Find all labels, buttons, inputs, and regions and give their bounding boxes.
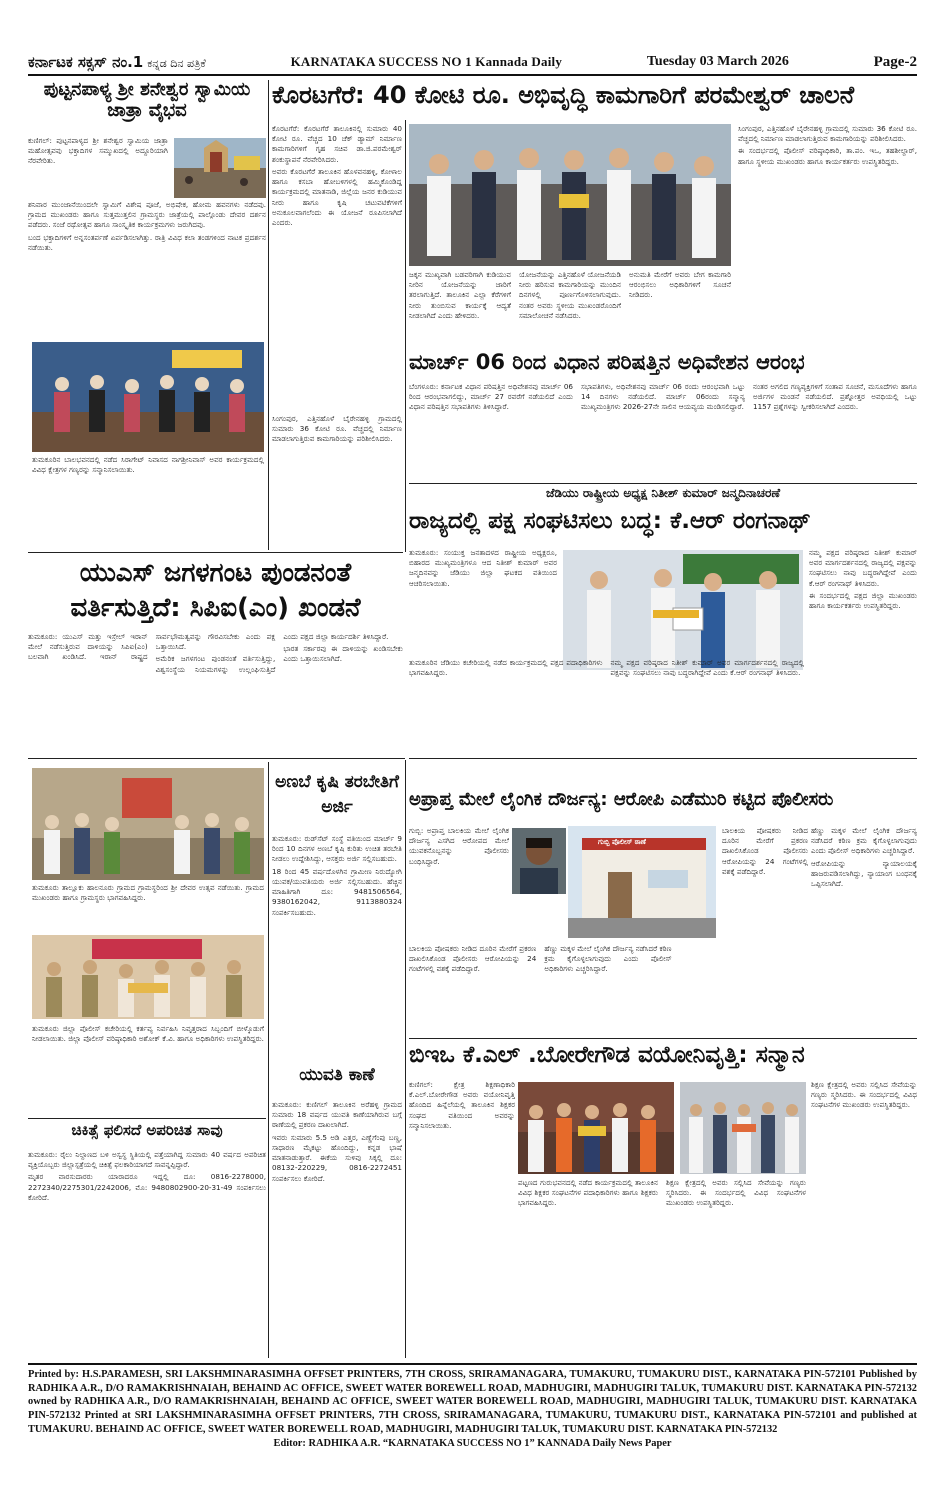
- paragraph: ನಂತರ ಅಗಲಿದ ಗಣ್ಯವ್ಯಕ್ತಿಗಳಿಗೆ ಸಂತಾಪ ಸೂಚನೆ, ಮಸೂದೆಗಳು ಹಾಗೂ ಅರ್ಜಿಗಳ ಮಂಡನೆ ನಡೆಯಲಿದೆ. ಪ್ರಶ್ನೋತ್ತರ ಅವಧಿಯಲ್ಲಿ ಒಟ್ಟು 1157 ಪ್ರಶ್ನೆಗಳನ್ನು ಸ್ವೀಕರಿಸಲಾಗಿದೆ ಎಂದರು.: [753, 382, 917, 412]
- paragraph: ನಮ್ಮ ಪಕ್ಷದ ವರಿಷ್ಠರಾದ ನಿತೀಶ್ ಕುಮಾರ್ ಅವರ ಮಾರ್ಗದರ್ಶನದಲ್ಲಿ ರಾಜ್ಯದಲ್ಲಿ ಪಕ್ಷವನ್ನು ಸಂಘಟಿಸಲು ನಾವು ಬದ್ಧರಾಗಿದ್ದೇವೆ ಎಂದು ಕೆ.ಆರ್ ರಂಗನಾಥ್ ತಿಳಿಸಿದರು.: [610, 658, 804, 678]
- paragraph: ತುಮಕೂರು: ಕುಣಿಗಲ್ ತಾಲೂಕಿನ ಅರೆಹಳ್ಳಿ ಗ್ರಾಮದ ಸುಮಾರು 18 ವರ್ಷದ ಯುವತಿ ಕಾಣೆಯಾಗಿರುವ ಬಗ್ಗೆ ಠಾಣೆಯಲ್ಲಿ ಪ್ರಕರಣ ದಾಖಲಾಗಿದೆ.: [272, 1100, 402, 1130]
- column-rule: [268, 762, 269, 1358]
- imprint-footer: [28, 1363, 917, 1450]
- caption-villagers: ತುಮಕೂರು ತಾಲ್ಲೂಕು ಹಾಲನೂರು ಗ್ರಾಮದ ಗ್ರಾಮಸ್ಥರಿಂದ ಶ್ರೀ ದೇವರ ಉತ್ಸವ ನಡೆಯಿತು. ಗ್ರಾಮದ ಮುಖಂಡರು ಹಾಗೂ ಗ್ರಾಮಸ್ಥರು ಭಾಗವಹಿಸಿದ್ದರು.: [32, 883, 264, 903]
- paragraph: ತುಮಕೂರು: ಸಂಯುಕ್ತ ಜನತಾದಳದ ರಾಷ್ಟ್ರೀಯ ಅಧ್ಯಕ್ಷರೂ, ಬಿಹಾರದ ಮುಖ್ಯಮಂತ್ರಿಗಳೂ ಆದ ನಿತೀಶ್ ಕುಮಾರ್ ಅವರ ಜನ್ಮದಿನವನ್ನು ಜೆಡಿಯು ಜಿಲ್ಲಾ ಘಟಕದ ವತಿಯಿಂದ ಆಚರಿಸಲಾಯಿತು.: [409, 548, 557, 588]
- article-koratagere-col1: [272, 124, 402, 414]
- police-station-sign: ಗುಬ್ಬಿ ಪೊಲೀಸ್ ಠಾಣೆ: [598, 838, 646, 846]
- article-boregowda-col1: [409, 1080, 515, 1350]
- imprint-editor: Editor: RADHIKA A.R. “KARNATAKA SUCCESS NO 1” KANNADA Daily News Paper: [273, 1437, 672, 1449]
- article-chikitse-body: [28, 1150, 266, 1352]
- column-rule: [405, 120, 406, 552]
- paragraph: ಶಿಕ್ಷಣ ಕ್ಷೇತ್ರದಲ್ಲಿ ಅವರು ಸಲ್ಲಿಸಿದ ಸೇವೆಯನ್ನು ಗಣ್ಯರು ಸ್ಮರಿಸಿದರು. ಈ ಸಂದರ್ಭದಲ್ಲಿ ವಿವಿಧ ಸಂಘಟನೆಗಳ ಮುಖಂಡರು ಉಪಸ್ಥಿತರಿದ್ದರು.: [811, 1080, 917, 1110]
- photo-temple-festival: [174, 138, 266, 198]
- article-boregowda-col4: [811, 1080, 917, 1352]
- article-boregowda-body: [518, 1178, 806, 1352]
- article-rangnath-intro: [409, 548, 557, 656]
- article-rangnath-body: [409, 658, 804, 754]
- photo-program-felicitation: [32, 342, 264, 452]
- paragraph: ಶನಿವಾರ ಮುಂಜಾನೆಯಿಂದಲೇ ಸ್ವಾಮಿಗೆ ವಿಶೇಷ ಪೂಜೆ, ಅಭಿಷೇಕ, ಹೋಮ ಹವನಗಳು ನಡೆದವು. ಗ್ರಾಮದ ಮುಖಂಡರು ಹಾಗೂ ಸುತ್ತಮುತ್ತಲಿನ ಗ್ರಾಮಸ್ಥರು ಜಾತ್ರೆಯಲ್ಲಿ ಪಾಲ್ಗೊಂಡು ದೇವರ ದರ್ಶನ ಪಡೆದರು. ಸಂಜೆ ರಥೋತ್ಸವ ಹಾಗೂ ಸಾಂಸ್ಕೃತಿಕ ಕಾರ್ಯಕ್ರಮಗಳು ಜರುಗಿದವು.: [28, 200, 266, 230]
- headline-adhiveshana: ಮಾರ್ಚ್ 06 ರಿಂದ ವಿಧಾನ ಪರಿಷತ್ತಿನ ಅಧಿವೇಶನ ಆರಂಭ: [409, 350, 805, 374]
- headline-koratagere: ಕೊರಟಗೆರೆ: 40 ಕೋಟಿ ರೂ. ಅಭಿವೃದ್ಧಿ ಕಾಮಗಾರಿಗೆ ಪರಮೇಶ್ವರ್ ಚಾಲನೆ: [272, 82, 855, 109]
- paragraph: ಅನುಮತಿ ಮೇರೆಗೆ ಅವರು ಬೇಗ ಕಾಮಗಾರಿ ಆರಂಭಿಸಲು ಅಧಿಕಾರಿಗಳಿಗೆ ಸೂಚನೆ ನೀಡಿದರು.: [629, 270, 731, 300]
- paragraph: ಸಿಂಗಂಪುರ, ಎತ್ತಿನಹೊಳೆ ಬೈರೇನಹಳ್ಳಿ ಗ್ರಾಮದಲ್ಲಿ ಸುಮಾರು 36 ಕೋಟಿ ರೂ. ವೆಚ್ಚದಲ್ಲಿ ನಿರ್ಮಾಣ ಮಾಡಲಾಗುತ್ತಿರುವ ಕಾಮಗಾರಿಯನ್ನು ಪರಿಶೀಲಿಸಿದರು.: [738, 124, 917, 144]
- paragraph: ಈ ಸಂದರ್ಭದಲ್ಲಿ ಪಕ್ಷದ ಜಿಲ್ಲಾ ಮುಖಂಡರು ಹಾಗೂ ಕಾರ್ಯಕರ್ತರು ಉಪಸ್ಥಿತರಿದ್ದರು.: [809, 590, 917, 611]
- headline-anabe: ಅಣಬೆ ಕೃಷಿ ತರಬೇತಿಗೆ ಅರ್ಜಿ: [275, 772, 399, 817]
- paragraph: ಇವರು ಸುಮಾರು 5.5 ಅಡಿ ಎತ್ತರ, ಎಣ್ಣೆಗೆಂಪು ಬಣ್ಣ, ಸಾಧಾರಣ ಮೈಕಟ್ಟು ಹೊಂದಿದ್ದು, ಕನ್ನಡ ಭಾಷೆ ಮಾತನಾಡುತ್ತಾರೆ. ಈಕೆಯ ಸುಳಿವು ಸಿಕ್ಕಲ್ಲಿ ದೂ: 08132-220229, 0816-2272451 ಸಂಪರ್ಕಿಸಲು ಕೋರಿದೆ.: [272, 1132, 402, 1183]
- paragraph: ಜಕ್ಕನ ಮುಖ್ಯವಾಗಿ ಬಡವರಿಗಾಗಿ ಕುಡಿಯುವ ನೀರಿನ ಯೋಜನೆಯನ್ನು ಜಾರಿಗೆ ತರಲಾಗುತ್ತಿದೆ. ತಾಲೂಕಿನ ಎಲ್ಲಾ ಕೆರೆಗಳಿಗೆ ನೀರು ತುಂಬಿಸುವ ಕಾರ್ಯಕ್ಕೆ ಆದ್ಯತೆ ನೀಡಲಾಗಿದೆ ಎಂದು ಹೇಳಿದರು.: [409, 270, 511, 320]
- kicker-rangnath: ಜೆಡಿಯು ರಾಷ್ಟ್ರೀಯ ಅಧ್ಯಕ್ಷ ನಿತೀಶ್ ಕುಮಾರ್ ಜನ್ಮದಿನಾಚರಣೆ: [545, 487, 781, 500]
- headline-boregowda: ಬಿಇಒ ಕೆ.ಎಲ್ .ಬೋರೇಗೌಡ ವಯೋನಿವೃತ್ತಿ: ಸನ್ಮಾನ: [409, 1042, 805, 1068]
- article-body: [28, 200, 266, 342]
- article-cpim-body: [28, 632, 403, 752]
- paragraph: ಹೆಣ್ಣು ಮಕ್ಕಳ ಮೇಲೆ ಲೈಂಗಿಕ ದೌರ್ಜನ್ಯ ನಡೆಸಿದರೆ ಕಠಿಣ ಕ್ರಮ ಕೈಗೊಳ್ಳಲಾಗುವುದು ಎಂದು ಪೊಲೀಸ್ ಅಧಿಕಾರಿಗಳು ಎಚ್ಚರಿಸಿದ್ದಾರೆ.: [811, 826, 917, 856]
- issue-date: Tuesday 03 March 2026: [646, 54, 789, 69]
- column-rule: [405, 760, 406, 1358]
- paragraph: ಅಮೆರಿಕ ಜಗಳಗಂಟ ಪುಂಡನಂತೆ ವರ್ತಿಸುತ್ತಿದ್ದು, ವಿಶ್ವಸಂಸ್ಥೆಯ ನಿಯಮಗಳನ್ನು ಉಲ್ಲಂಘಿಸುತ್ತಿದೆ ಎಂದು ಪಕ್ಷದ ಜಿಲ್ಲಾ ಕಾರ್ಯದರ್ಶಿ ತಿಳಿಸಿದ್ದಾರೆ.: [155, 632, 389, 674]
- divider: [28, 758, 405, 759]
- paragraph: ಬಾಲಕಿಯ ಪೋಷಕರು ನೀಡಿದ ದೂರಿನ ಮೇರೆಗೆ ಪ್ರಕರಣ ದಾಖಲಿಸಿಕೊಂಡ ಪೊಲೀಸರು ಆರೋಪಿಯನ್ನು 24 ಗಂಟೆಗಳಲ್ಲಿ ವಶಕ್ಕೆ ಪಡೆದಿದ್ದಾರೆ.: [409, 944, 537, 974]
- headline-dourjanya: ಅಪ್ರಾಪ್ತ ಮೇಲೆ ಲೈಂಗಿಕ ದೌರ್ಜನ್ಯ: ಆರೋಪಿ ಎಡೆಮುರಿ ಕಟ್ಟಿದ ಪೊಲೀಸರು: [409, 790, 834, 810]
- paragraph: ಯೋಜನೆಯನ್ನು ಎತ್ತಿನಹೊಳೆ ಯೋಜನೆಯಡಿ ನೀರು ಹರಿಸುವ ಕಾಮಗಾರಿಯನ್ನು ಮುಂದಿನ ದಿನಗಳಲ್ಲಿ ಪೂರ್ಣಗೊಳಿಸಲಾಗುವುದು. ನಂತರ ಅವರು ಸ್ಥಳೀಯ ಮುಖಂಡರೊಂದಿಗೆ ಸಮಾಲೋಚನೆ ನಡೆಸಿದರು.: [519, 270, 621, 320]
- paragraph: ಬಾಲಕಿಯ ಪೋಷಕರು ನೀಡಿದ ದೂರಿನ ಮೇರೆಗೆ ಪ್ರಕರಣ ದಾಖಲಿಸಿಕೊಂಡ ಪೊಲೀಸರು ಆರೋಪಿಯನ್ನು 24 ಗಂಟೆಗಳಲ್ಲಿ ವಶಕ್ಕೆ ಪಡೆದಿದ್ದಾರೆ.: [722, 826, 808, 876]
- paragraph: ತುಮಕೂರಿನ ಜೆಡಿಯು ಕಚೇರಿಯಲ್ಲಿ ನಡೆದ ಕಾರ್ಯಕ್ರಮದಲ್ಲಿ ಪಕ್ಷದ ಪದಾಧಿಕಾರಿಗಳು ಭಾಗವಹಿಸಿದ್ದರು.: [409, 658, 603, 678]
- headline-yuvati: ಯುವತಿ ಕಾಣೆ: [299, 1066, 375, 1085]
- page-number: Page-2: [873, 53, 917, 70]
- paragraph: ಬೆಂಗಳೂರು: ಕರ್ನಾಟಕ ವಿಧಾನ ಪರಿಷತ್ತಿನ ಅಧಿವೇಶನವು ಮಾರ್ಚ್ 06 ರಿಂದ ಆರಂಭವಾಗಲಿದ್ದು, ಮಾರ್ಚ್ 27 ರವರೆಗೆ ನಡೆಯಲಿದೆ ಎಂದು ವಿಧಾನ ಪರಿಷತ್ತಿನ ಸಭಾಪತಿಗಳು ತಿಳಿಸಿದ್ದಾರೆ.: [409, 382, 573, 412]
- photo-retirement-group: [680, 1082, 806, 1174]
- paragraph: ಕುಣಿಗಲ್: ಪುಟ್ಟನಪಾಳ್ಯದ ಶ್ರೀ ಶನೇಶ್ವರ ಸ್ವಾಮಿಯ ಜಾತ್ರಾ ಮಹೋತ್ಸವವು ಭಕ್ತಾದಿಗಳ ಸಮ್ಮುಖದಲ್ಲಿ ಅದ್ದೂರಿಯಾಗಿ ನೆರವೇರಿತು.: [28, 136, 168, 166]
- caption-program: ತುಮಕೂರಿನ ಬಾಲಭವನದಲ್ಲಿ ನಡೆದ ಸಿರಾಗೇಟ್ ನಿವಾಸದ ನಾಗಶ್ರೀನಿವಾಸ್ ಅವರ ಕಾರ್ಯಕ್ರಮದಲ್ಲಿ ವಿವಿಧ ಕ್ಷೇತ್ರಗಳ ಗಣ್ಯರನ್ನು ಸನ್ಮಾನಿಸಲಾಯಿತು.: [32, 455, 264, 475]
- headline: ಪುಟ್ಟನಪಾಳ್ಯ ಶ್ರೀ ಶನೇಶ್ವರ ಸ್ವಾಮಿಯ ಜಾತ್ರಾ ವೈಭವ: [43, 80, 251, 121]
- headline-rangnath: ರಾಜ್ಯದಲ್ಲಿ ಪಕ್ಷ ಸಂಘಟಿಸಲು ಬದ್ಧ: ಕೆ.ಆರ್ ರಂಗನಾಥ್: [409, 508, 811, 534]
- paper-logo: [28, 53, 206, 71]
- divider: [28, 552, 403, 553]
- article-dourjanya-col3: [722, 826, 808, 941]
- imprint-printer: Printed by: H.S.PARAMESH, SRI LAKSHMINARASIMHA OFFSET PRINTERS, 7TH CROSS, SRIRAMANAGARA, TUMAKURU, TUMAKURU DIST., KARNATAKA PIN-572101: [28, 1369, 856, 1380]
- article-dourjanya-col4: [811, 826, 917, 1006]
- article-anabe-body: [272, 834, 402, 994]
- article-koratagere-lower: [409, 270, 731, 346]
- paragraph: 18 ರಿಂದ 45 ವರ್ಷದೊಳಗಿನ ಗ್ರಾಮೀಣ ನಿರುದ್ಯೋಗಿ ಯುವಕ/ಯುವತಿಯರು ಅರ್ಜಿ ಸಲ್ಲಿಸಬಹುದು. ಹೆಚ್ಚಿನ ಮಾಹಿತಿಗಾಗಿ ದೂ: 9481506564, 9380162042, 9113880324 ಸಂಪರ್ಕಿಸಬಹುದು.: [272, 866, 402, 917]
- paragraph: ತುಮಕೂರು: ರೈಲು ನಿಲ್ದಾಣದ ಬಳಿ ಅಸ್ವಸ್ಥ ಸ್ಥಿತಿಯಲ್ಲಿ ಪತ್ತೆಯಾಗಿದ್ದ ಸುಮಾರು 40 ವರ್ಷದ ಅಪರಿಚಿತ ವ್ಯಕ್ತಿಯೊಬ್ಬರು ಜಿಲ್ಲಾಸ್ಪತ್ರೆಯಲ್ಲಿ ಚಿಕಿತ್ಸೆ ಫಲಕಾರಿಯಾಗದೆ ಸಾವನ್ನಪ್ಪಿದ್ದಾರೆ.: [28, 1150, 266, 1170]
- logo-subtitle: ಕನ್ನಡ ದಿನ ಪತ್ರಿಕೆ: [147, 57, 206, 70]
- paragraph: ಸಭಾಪತಿಗಳು, ಅಧಿವೇಶನವು ಮಾರ್ಚ್ 06 ರಂದು ಆರಂಭವಾಗಿ ಒಟ್ಟು 14 ದಿನಗಳು ನಡೆಯಲಿದೆ. ಮಾರ್ಚ್ 06ರಂದು ಸನ್ಮಾನ್ಯ ಮುಖ್ಯಮಂತ್ರಿಗಳು 2026-27ನೇ ಸಾಲಿನ ಆಯವ್ಯಯ ಮಂಡಿಸಲಿದ್ದಾರೆ.: [581, 382, 745, 412]
- paragraph: ಕೊರಟಗೆರೆ: ಕೊರಟಗೆರೆ ತಾಲೂಕಿನಲ್ಲಿ ಸುಮಾರು 40 ಕೋಟಿ ರೂ. ವೆಚ್ಚದ 10 ಚೆಕ್ ಡ್ಯಾಮ್ ನಿರ್ಮಾಣ ಕಾಮಗಾರಿಗಳಿಗೆ ಗೃಹ ಸಚಿವ ಡಾ.ಜಿ.ಪರಮೇಶ್ವರ್ ಶಂಕುಸ್ಥಾಪನೆ ನೆರವೇರಿಸಿದರು.: [272, 124, 402, 164]
- article-dourjanya-body: [409, 944, 807, 1014]
- paragraph: ಬಂದ ಭಕ್ತಾದಿಗಳಿಗೆ ಅನ್ನಸಂತರ್ಪಣೆ ಏರ್ಪಡಿಸಲಾಗಿತ್ತು. ರಾತ್ರಿ ವಿವಿಧ ಕಲಾ ತಂಡಗಳಿಂದ ನಾಟಕ ಪ್ರದರ್ಶನ ನಡೆಯಿತು.: [28, 232, 266, 252]
- article-shaneshwara: [28, 80, 266, 342]
- photo-inauguration: [409, 124, 731, 266]
- paragraph: ತುಮಕೂರು: ಯುಎಸ್ ಮತ್ತು ಇಸ್ರೇಲ್ ಇರಾನ್ ಮೇಲೆ ನಡೆಸುತ್ತಿರುವ ದಾಳಿಯನ್ನು ಸಿಪಿಐ(ಎಂ) ಬಲವಾಗಿ ಖಂಡಿಸಿದೆ. ಇರಾನ್ ರಾಷ್ಟ್ರದ ಸಾರ್ವಭೌಮತ್ವವನ್ನು ಗೌರವಿಸಬೇಕು ಎಂದು ಪಕ್ಷ ಒತ್ತಾಯಿಸಿದೆ.: [28, 632, 276, 662]
- paragraph: ಗುಬ್ಬಿ: ಅಪ್ರಾಪ್ತ ಬಾಲಕಿಯ ಮೇಲೆ ಲೈಂಗಿಕ ದೌರ್ಜನ್ಯ ಎಸಗಿದ ಆರೋಪದ ಮೇಲೆ ಯುವಕನೊಬ್ಬನನ್ನು ಪೊಲೀಸರು ಬಂಧಿಸಿದ್ದಾರೆ.: [409, 826, 509, 866]
- paragraph: ಶಿಕ್ಷಣ ಕ್ಷೇತ್ರದಲ್ಲಿ ಅವರು ಸಲ್ಲಿಸಿದ ಸೇವೆಯನ್ನು ಗಣ್ಯರು ಸ್ಮರಿಸಿದರು. ಈ ಸಂದರ್ಭದಲ್ಲಿ ವಿವಿಧ ಸಂಘಟನೆಗಳ ಮುಖಂಡರು ಉಪಸ್ಥಿತರಿದ್ದರು.: [666, 1178, 806, 1208]
- paper-title: KARNATAKA SUCCESS NO 1 Kannada Daily: [290, 54, 563, 69]
- article-adhiveshana-body: [409, 382, 917, 478]
- divider: [28, 1118, 266, 1119]
- photo-retirement-felicitation: [518, 1082, 674, 1174]
- paragraph: ಪಟ್ಟಣದ ಗುರುಭವನದಲ್ಲಿ ನಡೆದ ಕಾರ್ಯಕ್ರಮದಲ್ಲಿ ತಾಲೂಕಿನ ವಿವಿಧ ಶಿಕ್ಷಕರ ಸಂಘಟನೆಗಳ ಪದಾಧಿಕಾರಿಗಳು ಹಾಗೂ ಶಿಕ್ಷಕರು ಭಾಗವಹಿಸಿದ್ದರು.: [518, 1178, 658, 1208]
- paragraph: ಹೆಣ್ಣು ಮಕ್ಕಳ ಮೇಲೆ ಲೈಂಗಿಕ ದೌರ್ಜನ್ಯ ನಡೆಸಿದರೆ ಕಠಿಣ ಕ್ರಮ ಕೈಗೊಳ್ಳಲಾಗುವುದು ಎಂದು ಪೊಲೀಸ್ ಅಧಿಕಾರಿಗಳು ಎಚ್ಚರಿಸಿದ್ದಾರೆ.: [544, 944, 672, 974]
- headline-chikitse: ಚಿಕಿತ್ಸೆ ಫಲಿಸದೆ ಅಪರಿಚಿತ ಸಾವು: [71, 1122, 223, 1139]
- paragraph: ತುಮಕೂರು: ರುಡ್‌ಸೆಟ್ ಸಂಸ್ಥೆ ವತಿಯಿಂದ ಮಾರ್ಚ್ 9 ರಿಂದ 10 ದಿನಗಳ ಅಣಬೆ ಕೃಷಿ ಕುರಿತು ಉಚಿತ ತರಬೇತಿ ನೀಡಲು ಉದ್ದೇಶಿಸಿದ್ದು, ಆಸಕ್ತರು ಅರ್ಜಿ ಸಲ್ಲಿಸಬಹುದು.: [272, 834, 402, 864]
- paragraph: ಮೃತರ ವಾರಸುದಾರರು ಯಾರಾದರೂ ಇದ್ದಲ್ಲಿ ದೂ: 0816-2278000, 2272340/2275301/2242006, ಮೊ: 9480802900-20-31-49 ಸಂಪರ್ಕಿಸಲು ಕೋರಿದೆ.: [28, 1172, 266, 1202]
- divider: [409, 758, 917, 759]
- photo-police-station: [568, 826, 716, 938]
- photo-accused: [512, 828, 566, 894]
- article-body-intro: [28, 136, 168, 188]
- photo-villagers: [32, 768, 264, 880]
- caption-police-farewell: ತುಮಕೂರು ಜಿಲ್ಲಾ ಪೊಲೀಸ್ ಕಚೇರಿಯಲ್ಲಿ ಕರ್ತವ್ಯ ನಿರ್ವಹಿಸಿ ನಿವೃತ್ತರಾದ ಸಿಬ್ಬಂದಿಗೆ ಬೀಳ್ಕೊಡುಗೆ ನೀಡಲಾಯಿತು. ಜಿಲ್ಲಾ ಪೊಲೀಸ್ ವರಿಷ್ಠಾಧಿಕಾರಿ ಅಶೋಕ್ ಕೆ.ವಿ. ಹಾಗೂ ಅಧಿಕಾರಿಗಳು ಉಪಸ್ಥಿತರಿದ್ದರು.: [32, 1024, 264, 1044]
- paragraph: ನಮ್ಮ ಪಕ್ಷದ ವರಿಷ್ಠರಾದ ನಿತೀಶ್ ಕುಮಾರ್ ಅವರ ಮಾರ್ಗದರ್ಶನದಲ್ಲಿ ರಾಜ್ಯದಲ್ಲಿ ಪಕ್ಷವನ್ನು ಸಂಘಟಿಸಲು ನಾವು ಬದ್ಧರಾಗಿದ್ದೇವೆ ಎಂದು ಕೆ.ಆರ್ ರಂಗನಾಥ್ ತಿಳಿಸಿದರು.: [809, 548, 917, 588]
- article-koratagere-right: [738, 124, 917, 346]
- paragraph: ಭಾರತ ಸರ್ಕಾರವು ಈ ದಾಳಿಯನ್ನು ಖಂಡಿಸಬೇಕು ಎಂದು ಒತ್ತಾಯಿಸಲಾಗಿದೆ.: [283, 644, 403, 664]
- paragraph: ಈ ಸಂದರ್ಭದಲ್ಲಿ ಪೊಲೀಸ್ ವರಿಷ್ಠಾಧಿಕಾರಿ, ತಾ.ಪಂ. ಇಒ, ತಹಶೀಲ್ದಾರ್, ಹಾಗೂ ಸ್ಥಳೀಯ ಮುಖಂಡರು ಹಾಗೂ ಕಾರ್ಯಕರ್ತರು ಉಪಸ್ಥಿತರಿದ್ದರು.: [738, 146, 917, 166]
- logo-text: ಕರ್ನಾಟಕ ಸಕ್ಸಸ್ ನಂ.1: [28, 53, 144, 71]
- paragraph: ಆರೋಪಿಯನ್ನು ನ್ಯಾಯಾಲಯಕ್ಕೆ ಹಾಜರುಪಡಿಸಲಾಗಿದ್ದು, ನ್ಯಾಯಾಂಗ ಬಂಧನಕ್ಕೆ ಒಪ್ಪಿಸಲಾಗಿದೆ.: [811, 858, 917, 889]
- paragraph: ಸಿಂಗಂಪುರ, ಎತ್ತಿನಹೊಳೆ ಬೈರೇನಹಳ್ಳಿ ಗ್ರಾಮದಲ್ಲಿ ಸುಮಾರು 36 ಕೋಟಿ ರೂ. ವೆಚ್ಚದಲ್ಲಿ ನಿರ್ಮಾಣ ಮಾಡಲಾಗುತ್ತಿರುವ ಕಾಮಗಾರಿಯನ್ನು ಪರಿಶೀಲಿಸಿದರು.: [272, 414, 402, 444]
- photo-jdu-event: [563, 550, 803, 670]
- divider: [409, 1038, 917, 1039]
- paragraph: ಅವರು ಕೊರಟಗೆರೆ ತಾಲೂಕಿನ ಹೊಳವನಹಳ್ಳಿ, ಕೋಳಾಲ ಹಾಗೂ ಕಸಬಾ ಹೋಬಳಿಗಳಲ್ಲಿ ಹಮ್ಮಿಕೊಂಡಿದ್ದ ಕಾರ್ಯಕ್ರಮದಲ್ಲಿ ಮಾತನಾಡಿ, ಜಿಲ್ಲೆಯ ಜನರ ಕುಡಿಯುವ ನೀರು ಹಾಗೂ ಕೃಷಿ ಚಟುವಟಿಕೆಗಳಿಗೆ ಅನುಕೂಲವಾಗಲೆಂದು ಈ ಯೋಜನೆ ರೂಪಿಸಲಾಗಿದೆ ಎಂದರು.: [272, 166, 402, 227]
- photo-police-farewell: [32, 935, 264, 1019]
- paragraph: ಕುಣಿಗಲ್: ಕ್ಷೇತ್ರ ಶಿಕ್ಷಣಾಧಿಕಾರಿ ಕೆ.ಎಲ್.ಬೋರೇಗೌಡ ಅವರು ವಯೋನಿವೃತ್ತಿ ಹೊಂದಿದ ಹಿನ್ನೆಲೆಯಲ್ಲಿ ತಾಲೂಕಿನ ಶಿಕ್ಷಕರ ಸಂಘದ ವತಿಯಿಂದ ಅವರನ್ನು ಸನ್ಮಾನಿಸಲಾಯಿತು.: [409, 1080, 515, 1130]
- imprint-publisher: Published by RADHIKA A.R., D/O RAMAKRISHNAIAH, BEHAIND AC OFFICE, SWEET WATER BOREWELL ROAD, MADHUGIRI, MADHUGIRI TALUK, TUMAKURU DIST. KARNATAKA PIN-572132 owned by RADHIKA A.R., D/O RAMAKRISHNAIAH, BEHAIND AC OFFICE, SWEET WATER BOREWELL ROAD, MADHUGIRI, MADHUGIRI TALUK, TUMAKURU DIST. KARNATAKA PIN-572132 Printed at SRI LAKSHMINARASIMHA OFFSET PRINTERS, 7TH CROSS, SRIRAMANAGARA, TUMAKURU, TUMAKURU DIST., KARNATAKA PIN-572101 and published at TUMAKURU. BEHAIND AC OFFICE, SWEET WATER BOREWELL ROAD, MADHUGIRI, MADHUGIRI TALUK, TUMAKURU DIST. KARNATAKA PIN-572132: [28, 1369, 917, 1435]
- article-rangnath-right: [809, 548, 917, 748]
- article-dourjanya-intro: [409, 826, 509, 912]
- headline-cpim: ಯುಎಸ್ ಜಗಳಗಂಟ ಪುಂಡನಂತೆ ವರ್ತಿಸುತ್ತಿದೆ: ಸಿಪಿಐ(ಎಂ) ಖಂಡನೆ: [70, 558, 361, 624]
- column-rule: [268, 80, 269, 550]
- article-koratagere-continued: [272, 414, 402, 550]
- article-yuvati-body: [272, 1100, 402, 1352]
- divider: [409, 483, 917, 484]
- masthead: [28, 50, 917, 76]
